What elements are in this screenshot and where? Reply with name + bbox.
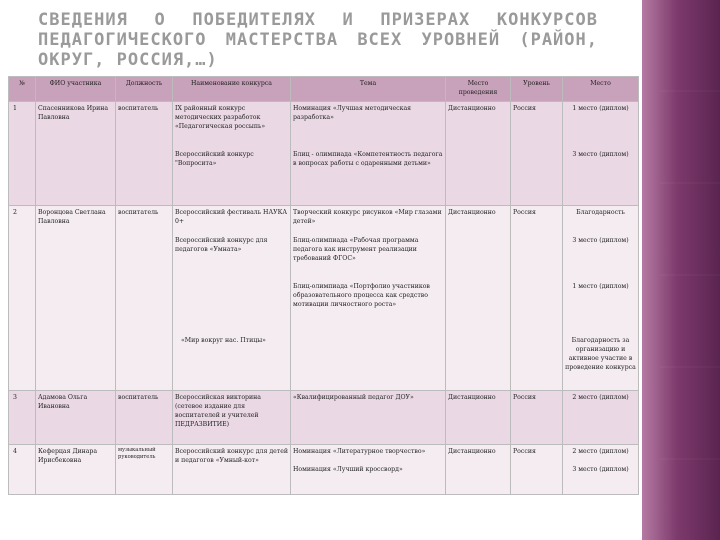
row-number: 3 [9, 391, 36, 445]
theme-text: Блиц-олимпиада «Портфолио участников образовательного процесса как средство мотивации личностного роста» [293, 283, 430, 308]
contest-cell [173, 102, 291, 206]
participant-position: воспитатель [116, 102, 173, 206]
venue: Дистанционно [446, 206, 511, 391]
column-header: Место проведения [446, 77, 511, 102]
column-header: Наименование конкурса [173, 77, 291, 102]
table-row [9, 445, 639, 495]
place-cell [563, 445, 639, 495]
row-number: 1 [9, 102, 36, 206]
place-result: 1 место (диплом) [572, 105, 629, 112]
page-title: СВЕДЕНИЯ О ПОБЕДИТЕЛЯХ И ПРИЗЕРАХ КОНКУРСОВ ПЕДАГОГИЧЕСКОГО МАСТЕРСТВА ВСЕХ УРОВНЕЙ (РАЙОН, ОКРУГ, РОССИЯ,…) [38, 10, 598, 70]
place-cell [563, 102, 639, 206]
theme-cell [291, 206, 446, 391]
participant-position: воспитатель [116, 391, 173, 445]
level: Россия [511, 102, 563, 206]
theme-text: Номинация «Лучший кроссворд» [293, 466, 403, 473]
participant-name: Адамова Ольга Ивановна [36, 391, 116, 445]
participant-position: музыкальный руководитель [116, 445, 173, 495]
winners-table [8, 76, 639, 495]
participant-name: Спасенникова Ирина Павловна [36, 102, 116, 206]
place-result: 3 место (диплом) [572, 151, 629, 158]
place-result: 3 место (диплом) [572, 466, 629, 473]
theme-text: Творческий конкурс рисунков «Мир глазами детей» [293, 209, 442, 225]
column-header: Уровень [511, 77, 563, 102]
participant-name: Воронцова Светлана Павловна [36, 206, 116, 391]
contest-name: Всероссийский конкурс для детей и педагогов «Умный-кот» [173, 445, 291, 495]
contest-name: Всероссийский фестиваль НАУКА 0+ [175, 209, 288, 225]
participant-name: Кеферцая Динара Ирисбековна [36, 445, 116, 495]
contest-name: «Мир вокруг нас. Птицы» [181, 337, 266, 344]
table-row [9, 206, 639, 391]
place-result: 3 место (диплом) [572, 237, 629, 244]
theme-cell [291, 445, 446, 495]
row-number: 4 [9, 445, 36, 495]
contest-name [175, 282, 288, 336]
theme-text: Блиц-олимпиада «Рабочая программа педагога как инструмент реализации требований ФГОС» [293, 237, 419, 262]
venue: Дистанционно [446, 102, 511, 206]
table-header-row [9, 77, 639, 102]
level: Россия [511, 206, 563, 391]
place-cell [563, 391, 639, 445]
table-row [9, 102, 639, 206]
column-header: Место [563, 77, 639, 102]
column-header: Тема [291, 77, 446, 102]
place-result: Благодарность за организацию и активное участие в проведение конкурса [565, 337, 636, 371]
column-header: ФИО участника [36, 77, 116, 102]
theme-text: Номинация «Лучшая методическая разработка» [293, 105, 412, 121]
theme-text: Блиц - олимпиада «Компетентность педагога в вопросах работы с одаренными детьми» [293, 151, 443, 167]
decorative-side-bar [642, 0, 720, 540]
place-result: 1 место (диплом) [572, 283, 629, 290]
contest-name: Всероссийский конкурс "Вопросита» [175, 151, 254, 167]
row-number: 2 [9, 206, 36, 391]
place-result: Благодарность [576, 209, 625, 216]
contest-name: IX районный конкурс методических разработок «Педагогическая россыпь» [175, 105, 266, 130]
theme-cell [291, 102, 446, 206]
column-header: Должность [116, 77, 173, 102]
venue: Дистанционно [446, 445, 511, 495]
place-result: 2 место (диплом) [572, 394, 629, 401]
theme-text: Номинация «Литературное творчество» [293, 448, 426, 455]
place-cell [563, 206, 639, 391]
column-header: № [9, 77, 36, 102]
level: Россия [511, 391, 563, 445]
theme-text: «Квалифицированный педагог ДОУ» [291, 391, 446, 445]
place-result: 2 место (диплом) [572, 448, 629, 455]
venue: Дистанционно [446, 391, 511, 445]
participant-position: воспитатель [116, 206, 173, 391]
contest-name: Всероссийская викторина (сетевое издание для воспитателей и учителей ПЕДРАЗВИТИЕ) [173, 391, 291, 445]
contest-cell [173, 206, 291, 391]
table-row [9, 391, 639, 445]
level: Россия [511, 445, 563, 495]
contest-name: Всероссийский конкурс для педагогов «Умната» [175, 237, 268, 253]
